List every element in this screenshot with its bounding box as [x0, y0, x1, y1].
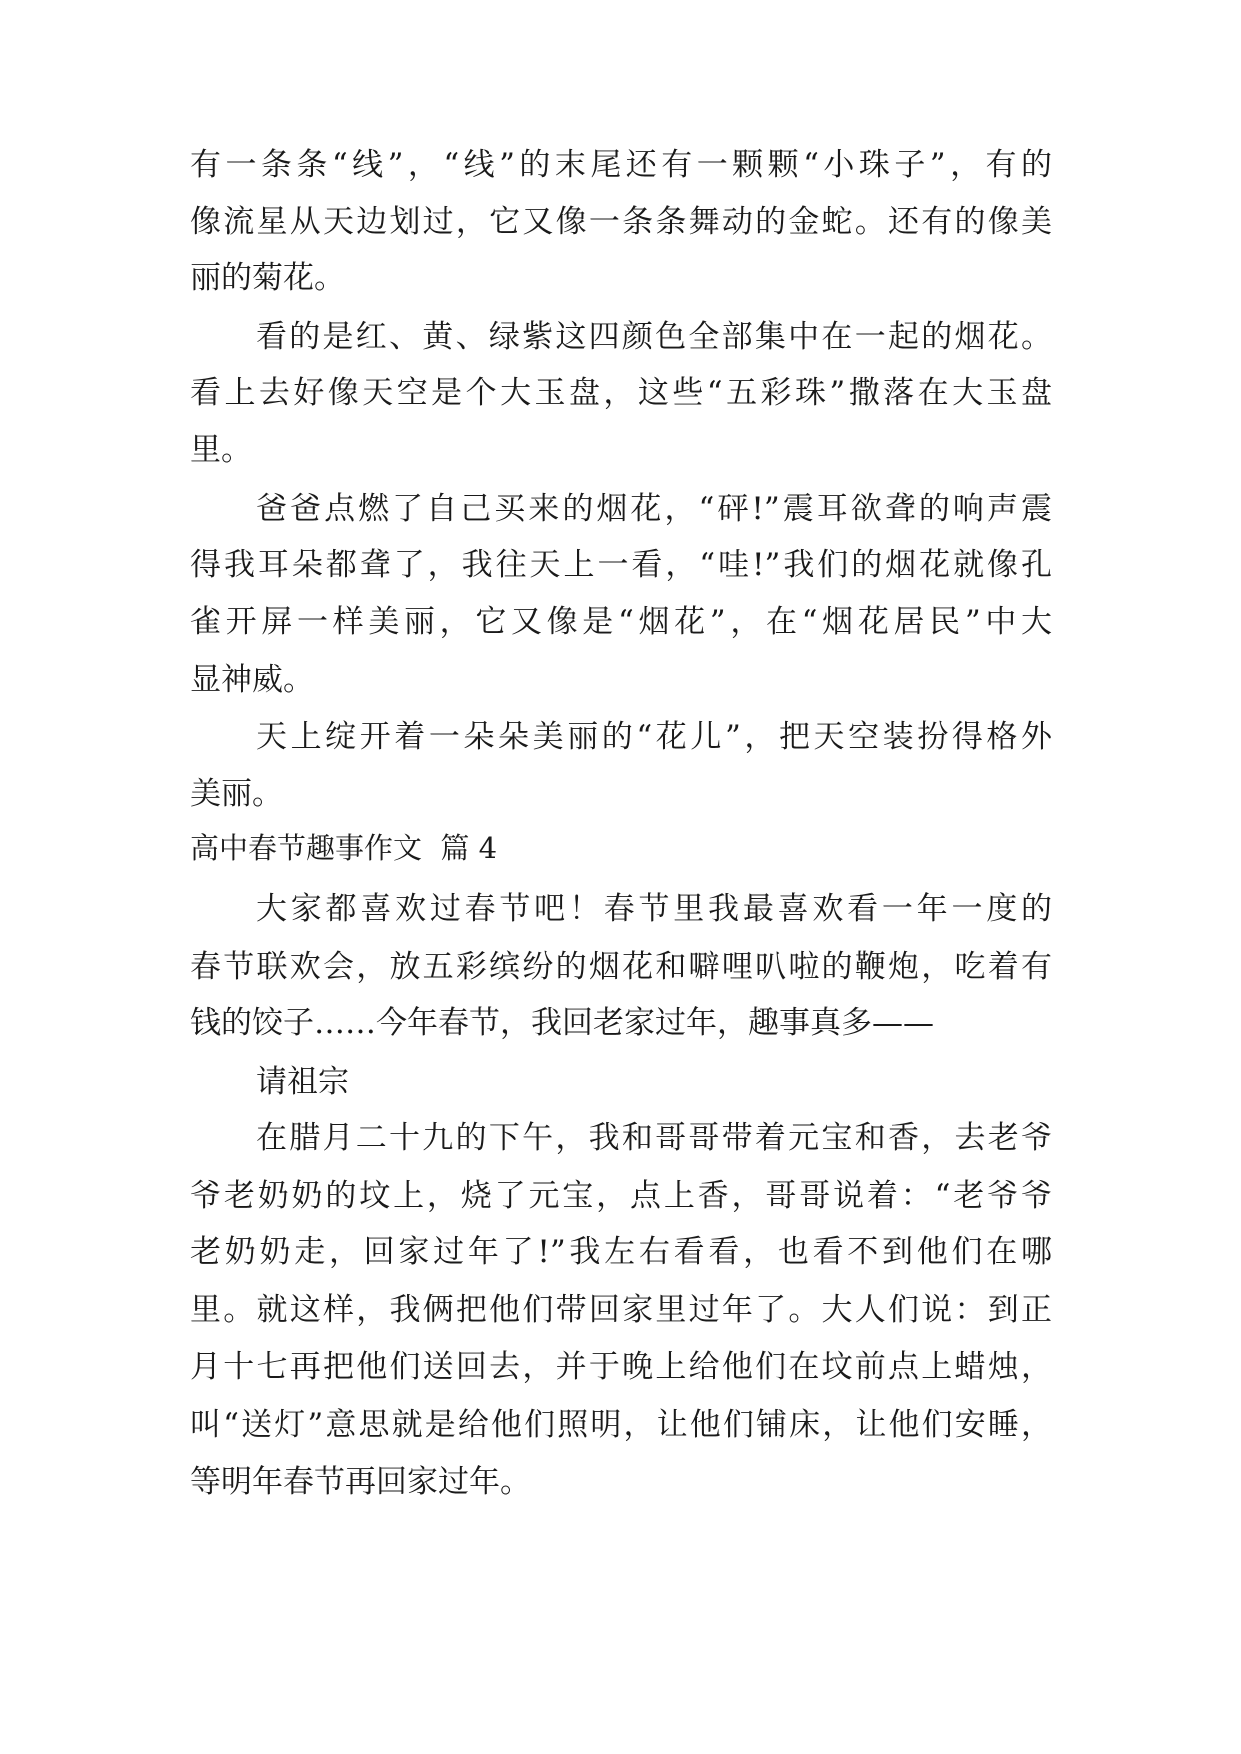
paragraph-line: 爷老奶奶的坟上，烧了元宝，点上香，哥哥说着：“老爷爷: [190, 1178, 1052, 1214]
paragraph-line: 爸爸点燃了自己买来的烟花，“砰!”震耳欲聋的响声震: [256, 491, 1052, 527]
paragraph-line: 天上绽开着一朵朵美丽的“花儿”，把天空装扮得格外: [256, 719, 1052, 755]
paragraph-line: 老奶奶走，回家过年了!”我左右看看，也看不到他们在哪: [190, 1234, 1052, 1270]
paragraph-line: 得我耳朵都聋了，我往天上一看，“哇!”我们的烟花就像孔: [190, 547, 1052, 583]
paragraph-line: 在腊月二十九的下午，我和哥哥带着元宝和香，去老爷: [256, 1120, 1052, 1156]
paragraph-line: 看的是红、黄、绿紫这四颜色全部集中在一起的烟花。: [256, 319, 1052, 355]
subheading-line: 请祖宗: [256, 1064, 349, 1100]
paragraph-line: 等明年春节再回家过年。: [190, 1464, 531, 1500]
section-heading: 高中春节趣事作文 篇 4: [190, 831, 498, 865]
paragraph-line: 春节联欢会，放五彩缤纷的烟花和噼哩叭啦的鞭炮，吃着有: [190, 949, 1052, 985]
paragraph-line: 显神威。: [190, 662, 314, 698]
paragraph-line: 雀开屏一样美丽，它又像是“烟花”，在“烟花居民”中大: [190, 604, 1052, 640]
paragraph-line: 叫“送灯”意思就是给他们照明，让他们铺床，让他们安睡，: [190, 1407, 1052, 1443]
paragraph-line: 大家都喜欢过春节吧！春节里我最喜欢看一年一度的: [256, 891, 1052, 927]
paragraph-line: 看上去好像天空是个大玉盘，这些“五彩珠”撒落在大玉盘: [190, 375, 1052, 411]
paragraph-line: 丽的菊花。: [190, 260, 345, 296]
paragraph-line: 有一条条“线”，“线”的末尾还有一颗颗“小珠子”，有的: [190, 147, 1052, 183]
paragraph-line: 美丽。: [190, 776, 283, 812]
paragraph-line: 月十七再把他们送回去，并于晚上给他们在坟前点上蜡烛，: [190, 1349, 1052, 1385]
paragraph-line: 像流星从天边划过，它又像一条条舞动的金蛇。还有的像美: [190, 204, 1052, 240]
paragraph-line: 里。就这样，我俩把他们带回家里过年了。大人们说：到正: [190, 1292, 1052, 1328]
paragraph-line: 钱的饺子……今年春节，我回老家过年，趣事真多——: [190, 1005, 934, 1041]
paragraph-line: 里。: [190, 432, 252, 468]
